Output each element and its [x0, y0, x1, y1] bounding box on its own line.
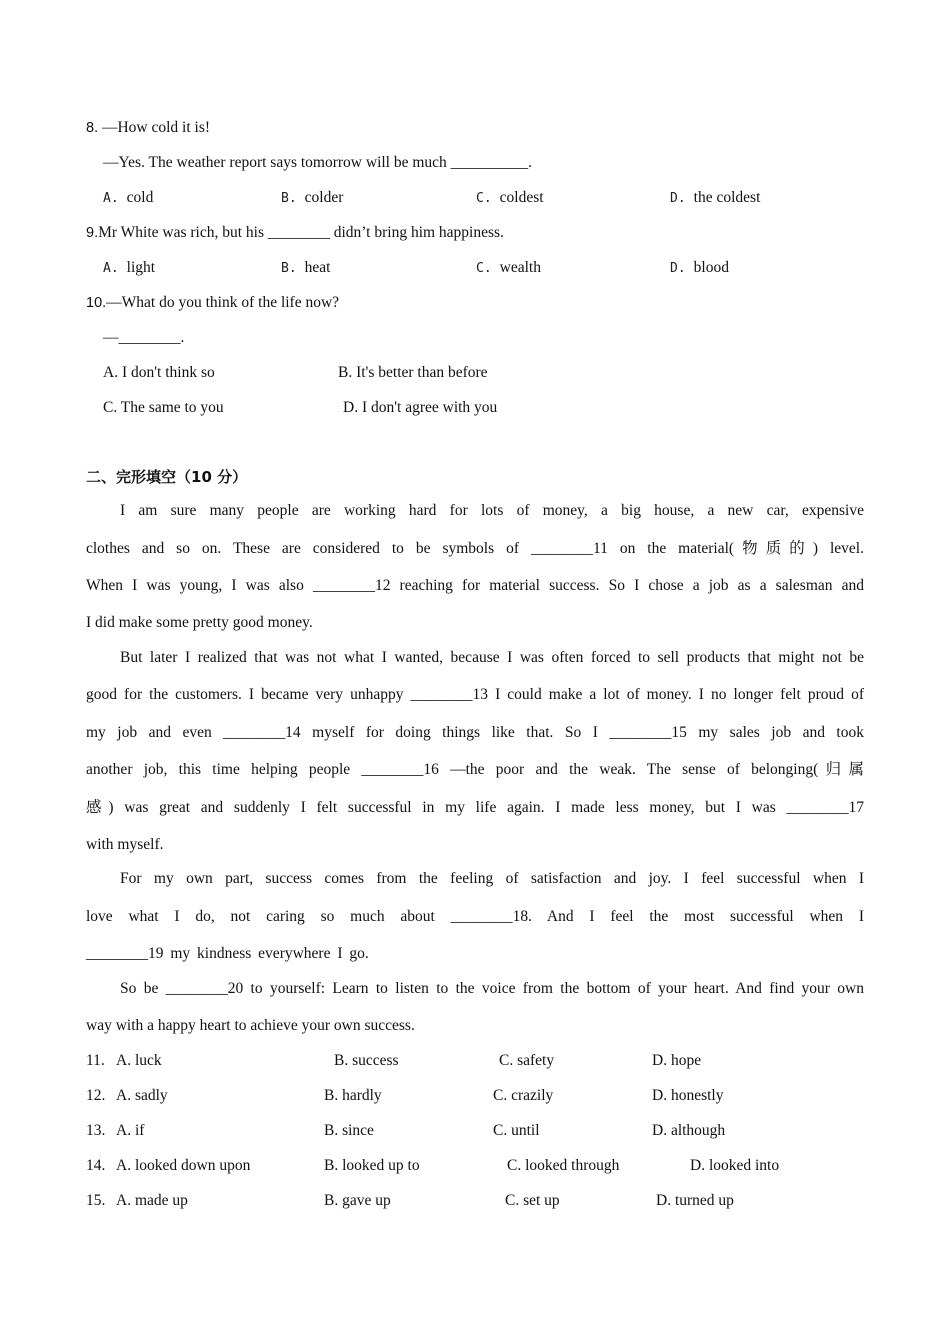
choice-option-a: A. looked down upon: [116, 1157, 251, 1174]
choice-option-b: B. success: [334, 1052, 399, 1069]
passage-line: with myself.: [86, 836, 164, 853]
passage-line: another job, this time helping people ________16 —the poor and the weak. The sense of belonging(归属: [86, 761, 864, 778]
choice-option-c: C. looked through: [507, 1157, 620, 1174]
q10-option-c: C. The same to you: [103, 399, 224, 416]
section-heading: 二、完形填空（10 分）: [86, 468, 248, 486]
choice-option-d: D. hope: [652, 1052, 702, 1069]
question-10-stem: 10.—What do you think of the life now?: [86, 294, 340, 311]
passage-line: way with a happy heart to achieve your own success.: [86, 1017, 415, 1034]
question-8-stem: 8. —How cold it is!: [86, 119, 211, 136]
choice-option-c: C. set up: [505, 1192, 560, 1209]
passage-line: my job and even ________14 myself for doing things like that. So I ________15 my sales job and took: [86, 724, 864, 741]
passage-line: love what I do, not caring so much about ________18. And I feel the most successful when I: [86, 908, 864, 925]
q9-option-b: B. heat: [281, 259, 331, 276]
q8-option-d: D. the coldest: [670, 189, 761, 206]
choice-number: 13.: [86, 1122, 106, 1139]
passage-line: So be ________20 to yourself: Learn to listen to the voice from the bottom of your heart. And find your own: [120, 980, 864, 997]
choice-option-a: A. if: [116, 1122, 145, 1139]
choice-number: 11.: [86, 1052, 105, 1069]
q10-option-b: B. It's better than before: [338, 364, 488, 381]
choice-option-c: C. safety: [499, 1052, 555, 1069]
q10-option-d: D. I don't agree with you: [343, 399, 498, 416]
q9-option-d: D. blood: [670, 259, 729, 276]
choice-option-c: C. until: [493, 1122, 540, 1139]
choice-option-a: A. luck: [116, 1052, 162, 1069]
choice-option-d: D. looked into: [690, 1157, 780, 1174]
choice-option-b: B. gave up: [324, 1192, 391, 1209]
passage-line: ________19 my kindness everywhere I go.: [86, 945, 369, 962]
choice-number: 14.: [86, 1157, 106, 1174]
choice-option-c: C. crazily: [493, 1087, 554, 1104]
q9-option-a: A. light: [103, 259, 156, 276]
choice-option-d: D. honestly: [652, 1087, 724, 1104]
choice-option-b: B. since: [324, 1122, 374, 1139]
passage-line: clothes and so on. These are considered to be symbols of ________11 on the material(物质的) level.: [86, 540, 864, 557]
passage-line: I did make some pretty good money.: [86, 614, 313, 631]
passage-line: good for the customers. I became very unhappy ________13 I could make a lot of money. I no longer felt proud of: [86, 686, 864, 703]
q9-option-c: C. wealth: [476, 259, 541, 276]
passage-line: When I was young, I was also ________12 reaching for material success. So I chose a job as a salesman and: [86, 577, 864, 594]
question-10-line2: —________.: [103, 329, 185, 346]
choice-number: 12.: [86, 1087, 106, 1104]
choice-option-d: D. turned up: [656, 1192, 734, 1209]
q10-option-a: A. I don't think so: [103, 364, 215, 381]
question-8-line2: —Yes. The weather report says tomorrow will be much __________.: [103, 154, 533, 171]
passage-line: I am sure many people are working hard for lots of money, a big house, a new car, expensive: [120, 502, 864, 519]
choice-option-b: B. looked up to: [324, 1157, 420, 1174]
question-9-stem: 9.Mr White was rich, but his ________ didn’t bring him happiness.: [86, 224, 504, 241]
choice-option-a: A. sadly: [116, 1087, 168, 1104]
q8-option-c: C. coldest: [476, 189, 544, 206]
choice-option-b: B. hardly: [324, 1087, 382, 1104]
passage-line: But later I realized that was not what I wanted, because I was often forced to sell products that might not be: [120, 649, 864, 666]
passage-line: For my own part, success comes from the feeling of satisfaction and joy. I feel successful when I: [120, 870, 864, 887]
choice-option-a: A. made up: [116, 1192, 188, 1209]
choice-number: 15.: [86, 1192, 106, 1209]
choice-option-d: D. although: [652, 1122, 726, 1139]
passage-line: 感) was great and suddenly I felt successful in my life again. I made less money, but I was ________17: [86, 799, 864, 816]
q8-option-b: B. colder: [281, 189, 344, 206]
q8-option-a: A. cold: [103, 189, 154, 206]
